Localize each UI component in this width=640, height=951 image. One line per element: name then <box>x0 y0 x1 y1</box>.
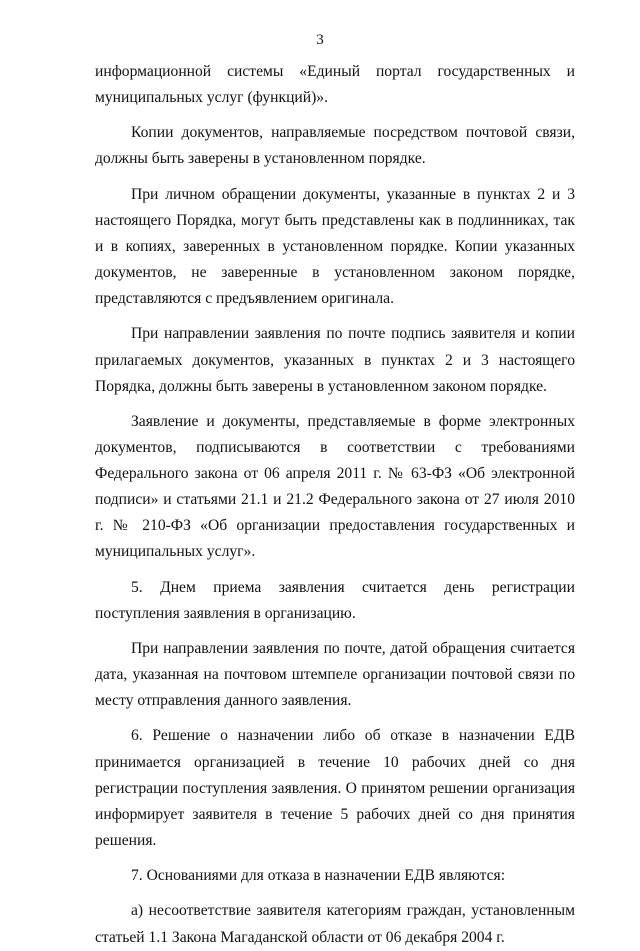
paragraph-continuation: информационной системы «Единый портал государственных и муниципальных услуг (функций)». <box>95 63 575 107</box>
paragraph-copies-by-mail: Копии документов, направляемые посредством почтовой связи, должны быть заверены в установленном порядке. <box>95 124 575 168</box>
paragraph-personal-appeal: При личном обращении документы, указанные в пунктах 2 и 3 настоящего Порядка, могут быть представлены как в подлинниках, так и в копиях, заверенных в установленном порядке. Копии указанных документов, не заверенные в установленном законом порядке, представляются с предъявлением оригинала. <box>95 185 575 308</box>
paragraph-item-7a: а) несоответствие заявителя категориям граждан, установленным статьей 1.1 Закона Магаданской области от 06 декабря 2004 г. <box>95 902 575 946</box>
paragraph-electronic-documents: Заявление и документы, представляемые в форме электронных документов, подписываются в соответствии с требованиями Федерального закона от 06 апреля 2011 г. № 63-ФЗ «Об электронной подписи» и статьями 21.1 и 21.2 Федерального закона от 27 июля 2010 г. № 210-ФЗ «Об организации предоставления государственных и муниципальных услуг». <box>95 412 575 561</box>
document-body <box>95 59 575 951</box>
paragraph-mail-signature: При направлении заявления по почте подпись заявителя и копии прилагаемых документов, указанных в пунктах 2 и 3 настоящего Порядка, должны быть заверены в установленном законом порядке. <box>95 325 575 395</box>
paragraph-item-5: 5. Днем приема заявления считается день регистрации поступления заявления в организацию. <box>95 578 575 622</box>
paragraph-mail-date: При направлении заявления по почте, датой обращения считается дата, указанная на почтовом штемпеле организации почтовой связи по месту отправления данного заявления. <box>95 640 575 710</box>
page-number: 3 <box>316 32 324 48</box>
paragraph-item-6: 6. Решение о назначении либо об отказе в назначении ЕДВ принимается организацией в течение 10 рабочих дней со дня регистрации поступления заявления. О принятом решении организация информирует заявителя в течение 5 рабочих дней со дня принятия решения. <box>95 727 575 849</box>
paragraph-item-7: 7. Основаниями для отказа в назначении ЕДВ являются: <box>131 867 506 885</box>
